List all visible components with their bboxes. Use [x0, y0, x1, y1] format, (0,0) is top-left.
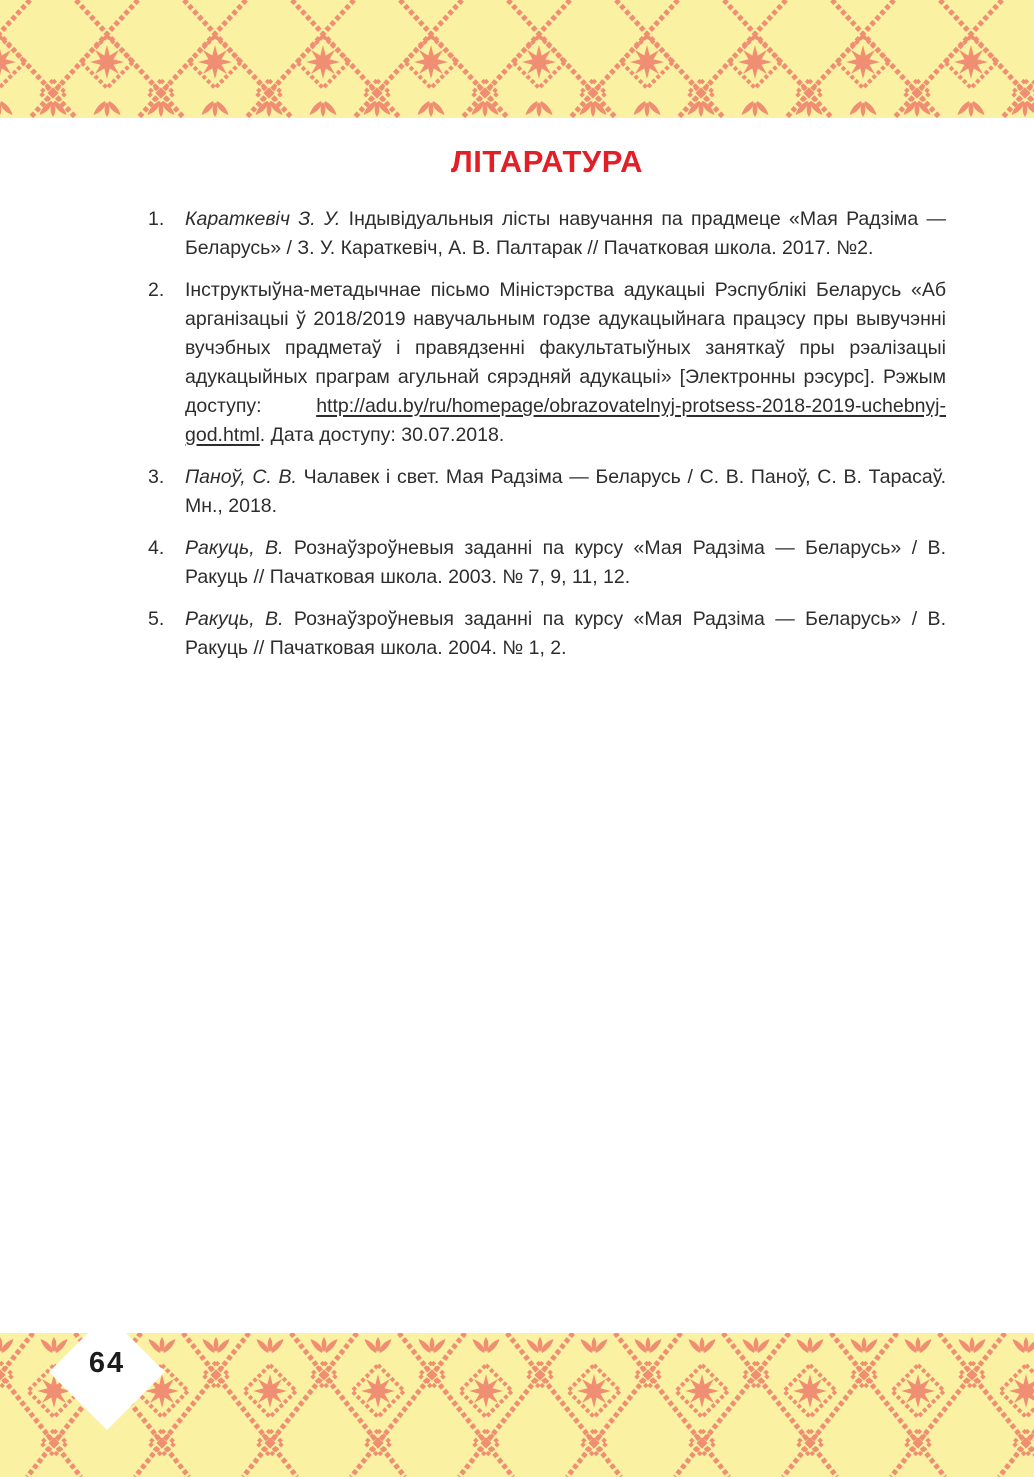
reference-text-segment: Рознаўзроўневыя заданні па курсу «Мая Радзіма — Беларусь» / В. Ракуць // Пачатковая школа. 2003. № 7, 9, 11, 12. — [185, 537, 946, 588]
reference-item — [148, 605, 946, 663]
reference-text — [185, 279, 946, 446]
reference-number: 4. — [148, 537, 165, 559]
ornament-top-band — [0, 0, 1034, 118]
reference-text — [185, 537, 946, 588]
reference-text — [185, 466, 946, 517]
reference-text-segment: Індывідуальныя лісты навучання па прадмеце «Мая Радзіма — Беларусь» / З. У. Караткевіч, А. В. Палтарак // Пачатковая школа. 2017. №2. — [185, 208, 947, 259]
cross-stitch-ornament-top-icon — [0, 0, 1034, 118]
reference-number: 3. — [148, 466, 165, 488]
reference-number: 1. — [148, 208, 165, 230]
reference-author: Паноў, С. В. — [185, 466, 297, 488]
reference-text-segment: . Дата доступу: 30.07.2018. — [259, 424, 505, 446]
reference-author: Ракуць, В. — [185, 608, 284, 630]
reference-text — [185, 608, 946, 659]
reference-text — [185, 208, 946, 259]
reference-item — [148, 463, 946, 521]
reference-item — [148, 534, 946, 592]
reference-text-segment: Чалавек і свет. Мая Радзіма — Беларусь / С. В. Паноў, С. В. Тарасаў. Мн., 2018. — [185, 466, 946, 517]
reference-number: 5. — [148, 608, 165, 630]
reference-author: Караткевіч З. У. — [185, 208, 341, 230]
reference-item — [148, 276, 946, 450]
reference-text-segment: Рознаўзроўневыя заданні па курсу «Мая Радзіма — Беларусь» / В. Ракуць // Пачатковая школа. 2004. № 1, 2. — [185, 608, 946, 659]
page-content — [0, 118, 1034, 1333]
references-list — [148, 205, 946, 663]
reference-url-link[interactable]: http://adu.by/ru/homepage/obrazovatelnyj-protsess-2018-2019-uchebnyj-god.html — [185, 395, 946, 446]
reference-item — [148, 205, 946, 263]
ornament-bottom-band — [0, 1333, 1034, 1477]
page-number: 64 — [88, 1347, 126, 1379]
reference-text-segment: Інструктыўна-метадычнае пісьмо Міністэрства адукацыі Рэспублікі Беларусь «Аб арганізацыі ў 2018/2019 навучальным годзе адукацыйнага працэсу пры вывучэнні вучэбных прадметаў і правядзенні факультатыўных заняткаў пры рэалізацыі адукацыйных праграм агульнай сярэдняй адукацыі» [Электронны рэсурс]. Рэжым доступу: — [185, 279, 946, 417]
reference-number: 2. — [148, 279, 165, 301]
cross-stitch-ornament-bottom-icon — [0, 1333, 1034, 1477]
page-title: ЛІТАРАТУРА — [450, 144, 644, 179]
reference-author: Ракуць, В. — [185, 537, 284, 559]
